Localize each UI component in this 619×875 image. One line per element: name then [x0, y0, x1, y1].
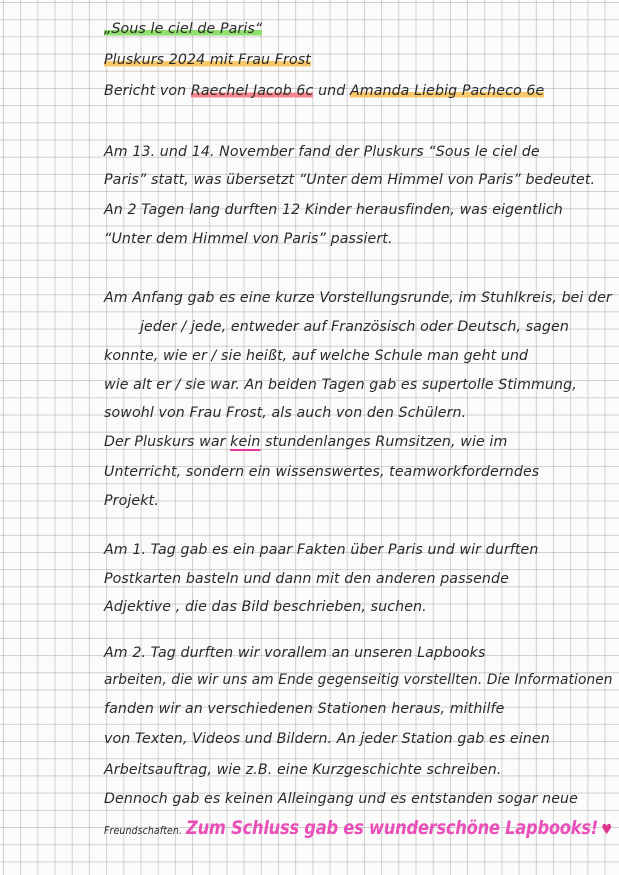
course-text: Pluskurs 2024 mit Frau Frost: [104, 52, 311, 68]
p3-line-2: Postkarten basteln und dann mit den anderen passende: [104, 571, 509, 587]
p2-line-8: Projekt.: [104, 493, 159, 509]
heart-icon: ♥: [601, 822, 613, 838]
report-and: und: [313, 83, 350, 99]
p2-line-4: wie alt er / sie war. An beiden Tagen gab es supertolle Stimmung,: [104, 377, 577, 393]
title-text: „Sous le ciel de Paris“: [104, 21, 263, 37]
p4-line-7-start: Freundschaften.: [104, 824, 183, 837]
p1-line-2: Paris” statt, was übersetzt “Unter dem Himmel von Paris” bedeutet.: [104, 172, 596, 188]
p2-line-6-start: Der Pluskurs war: [104, 434, 231, 450]
kein-underlined: kein: [230, 434, 261, 450]
course-line: [104, 51, 311, 69]
p2-line-6: [104, 433, 507, 451]
p2-line-1: Am Anfang gab es eine kurze Vorstellungsrunde, im Stuhlkreis, bei der: [104, 290, 612, 306]
authors-line: [104, 82, 544, 100]
p3-line-1: Am 1. Tag gab es ein paar Fakten über Paris und wir durften: [104, 542, 539, 558]
p2-line-5: sowohl von Frau Frost, als auch von den Schülern.: [104, 405, 467, 421]
p2-line-3: konnte, wie er / sie heißt, auf welche Schule man geht und: [104, 348, 529, 364]
p1-line-1: Am 13. und 14. November fand der Pluskurs “Sous le ciel de: [104, 144, 540, 160]
closing-highlight: Zum Schluss gab es wunderschöne Lapbooks!: [186, 817, 598, 839]
p3-line-3: Adjektive , die das Bild beschrieben, suchen.: [104, 599, 427, 615]
p4-line-6: Dennoch gab es keinen Alleingang und es entstanden sogar neue: [104, 791, 578, 807]
author-1: Raechel Jacob 6c: [190, 83, 314, 99]
p2-line-6-end: stundenlanges Rumsitzen, wie im: [260, 434, 508, 450]
p4-line-7: [104, 819, 612, 840]
p4-line-4: von Texten, Videos und Bildern. An jeder Station gab es einen: [104, 731, 550, 747]
p4-line-3: fanden wir an verschiedenen Stationen heraus, mithilfe: [104, 701, 505, 717]
p2-line-7: Unterricht, sondern ein wissenswertes, teamworkforderndes: [104, 464, 540, 480]
p1-line-4: “Unter dem Himmel von Paris” passiert.: [104, 231, 393, 247]
p1-line-3: An 2 Tagen lang durften 12 Kinder herausfinden, was eigentlich: [104, 202, 563, 218]
author-2: Amanda Liebig Pacheco 6e: [349, 83, 545, 99]
report-prefix: Bericht von: [104, 83, 191, 99]
report-title: [104, 20, 262, 38]
p4-line-5: Arbeitsauftrag, wie z.B. eine Kurzgeschichte schreiben.: [104, 762, 502, 778]
p4-line-2: arbeiten, die wir uns am Ende gegenseitig vorstellten. Die Informationen: [104, 672, 613, 688]
p4-line-1: Am 2. Tag durften wir vorallem an unseren Lapbooks: [104, 645, 486, 661]
p2-line-2: jeder / jede, entweder auf Französisch oder Deutsch, sagen: [140, 319, 569, 335]
